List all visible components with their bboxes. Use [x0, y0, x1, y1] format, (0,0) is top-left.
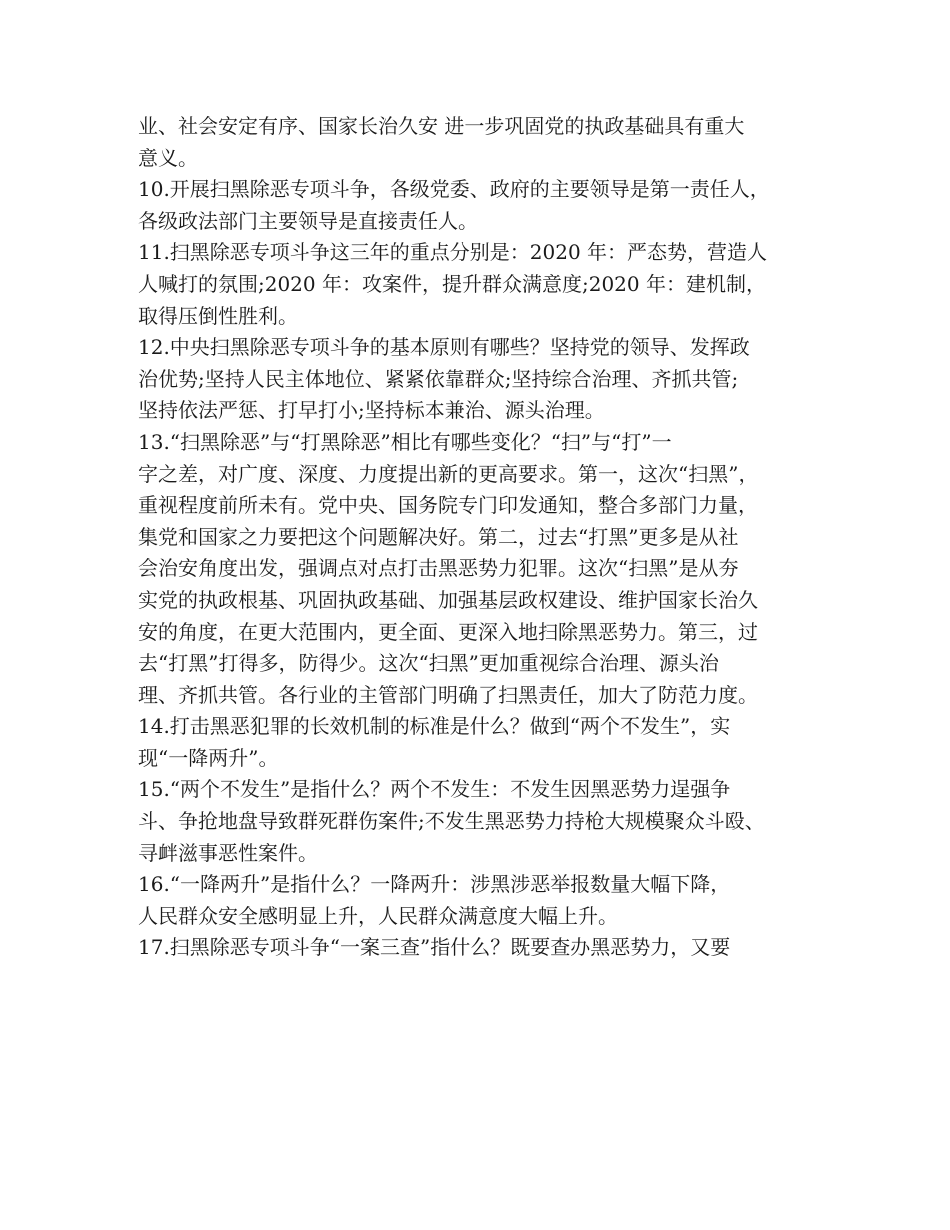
text-line: 各级政法部门主要领导是直接责任人。: [138, 208, 478, 233]
text-line: 会治安角度出发，强调点对点打击黑恶势力犯罪。这次“扫黑”是从夯: [138, 556, 739, 581]
text-line: 重视程度前所未有。党中央、国务院专门印发通知，整合多部门力量，: [138, 493, 758, 518]
text-line: 13.“扫黑除恶”与“打黑除恶”相比有哪些变化？“扫”与“打”一: [138, 429, 672, 454]
text-line: 集党和国家之力要把这个问题解决好。第二，过去“打黑”更多是从社: [138, 524, 739, 549]
text-line: 治优势;坚持人民主体地位、紧紧依靠群众;坚持综合治理、齐抓共管;: [138, 366, 739, 391]
text-line: 业、社会安定有序、国家长治久安 进一步巩固党的执政基础具有重大: [138, 114, 745, 138]
text-line: 安的角度，在更大范围内，更全面、更深入地扫除黑恶势力。第三，过: [138, 619, 758, 644]
text-line: 16.“一降两升”是指什么？一降两升：涉黑涉恶举报数量大幅下降，: [138, 872, 731, 897]
document-body: [138, 111, 838, 964]
text-line: 坚持依法严惩、打早打小;坚持标本兼治、源头治理。: [138, 398, 605, 423]
text-line: 去“打黑”打得多，防得少。这次“扫黑”更加重视综合治理、源头治: [138, 651, 719, 676]
text-line: 寻衅滋事恶性案件。: [138, 840, 318, 865]
text-line: 实党的执政根基、巩固执政基础、加强基层政权建设、维护国家长治久: [138, 587, 758, 612]
text-line: 意义。: [138, 145, 198, 170]
text-line: 17.扫黑除恶专项斗争“一案三查”指什么？既要查办黑恶势力，又要: [138, 935, 731, 960]
text-line: 12.中央扫黑除恶专项斗争的基本原则有哪些？坚持党的领导、发挥政: [138, 335, 750, 360]
text-line: 字之差，对广度、深度、力度提出新的更高要求。第一，这次“扫黑”，: [138, 461, 759, 486]
text-line: 理、齐抓共管。各行业的主管部门明确了扫黑责任，加大了防范力度。: [138, 682, 758, 707]
text-line: 15.“两个不发生”是指什么？两个不发生：不发生因黑恶势力逞强争: [138, 777, 731, 802]
text-line: 11.扫黑除恶专项斗争这三年的重点分别是：2020 年：严态势，营造人: [138, 240, 768, 265]
text-line: 现“一降两升”。: [138, 745, 279, 770]
text-line: 取得压倒性胜利。: [138, 303, 298, 328]
text-line: 人喊打的氛围;2020 年：攻案件，提升群众满意度;2020 年：建机制，: [138, 271, 766, 296]
text-line: 10.开展扫黑除恶专项斗争，各级党委、政府的主要领导是第一责任人，: [138, 177, 770, 202]
text-line: 14.打击黑恶犯罪的长效机制的标准是什么？做到“两个不发生”，实: [138, 714, 731, 739]
text-line: 人民群众安全感明显上升，人民群众满意度大幅上升。: [138, 903, 618, 928]
text-line: 斗、争抢地盘导致群死群伤案件;不发生黑恶势力持枪大规模聚众斗殴、: [138, 809, 765, 834]
